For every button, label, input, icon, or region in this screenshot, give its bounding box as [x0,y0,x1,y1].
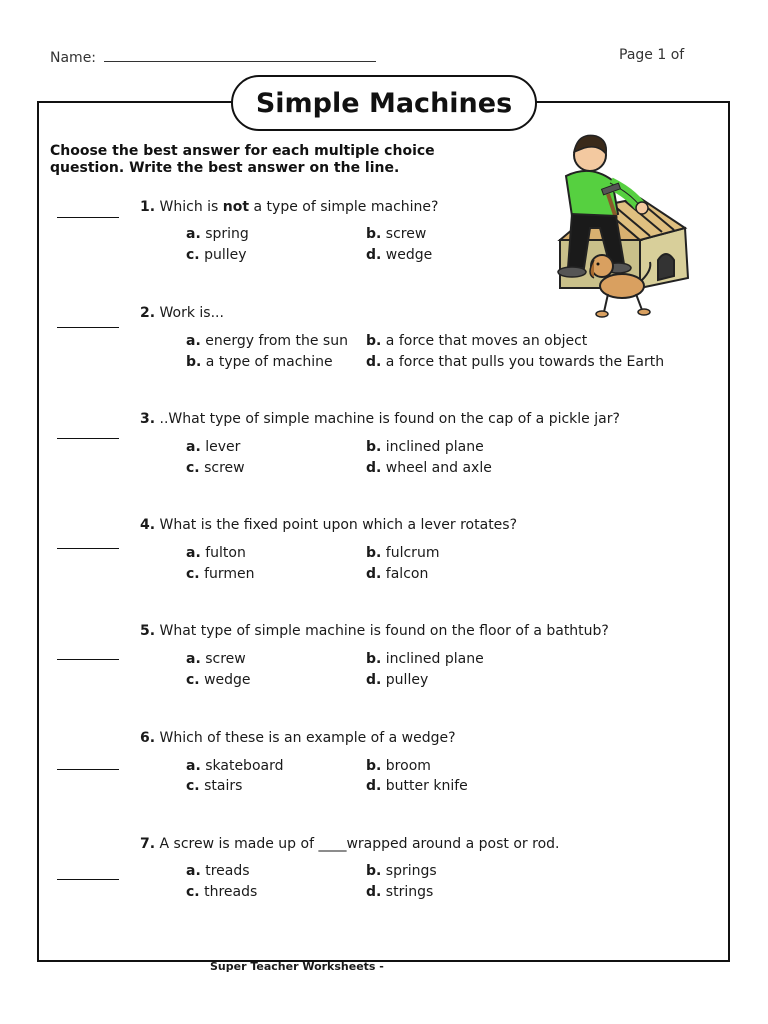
answer-line[interactable] [57,217,119,218]
choice-b[interactable] [366,226,426,242]
question-body: Which of these is an example of a wedge? [159,730,456,746]
choice-letter: d. [366,460,382,476]
choice-c[interactable] [186,566,255,582]
choice-d[interactable] [366,884,433,900]
choice-text: screw [204,460,245,476]
choice-letter: b. [366,226,382,242]
choice-text: screw [385,226,427,242]
choice-d[interactable] [366,460,492,476]
footer-credit: Super Teacher Worksheets - [210,960,384,973]
choice-text: springs [385,863,437,879]
choice-letter: b. [186,354,202,370]
choice-b[interactable] [366,758,431,774]
choice-letter: c. [186,460,200,476]
choice-letter: d. [366,672,382,688]
answer-line[interactable] [57,548,119,549]
choice-letter: b. [366,439,382,455]
answer-line[interactable] [57,438,119,439]
choice-text: strings [385,884,434,900]
question-number: 3. [140,411,156,427]
choice-letter: d. [366,247,382,263]
question-number: 1. [140,199,156,215]
choice-letter: a. [186,333,201,349]
choice-text: treads [205,863,250,879]
choice-b[interactable] [366,545,439,561]
name-blank-line[interactable] [104,47,376,62]
choice-text: fulcrum [385,545,440,561]
choice-text: inclined plane [385,651,484,667]
question-2 [0,305,768,395]
answer-line[interactable] [57,327,119,328]
question-7 [0,836,768,926]
question-emphasis: not [222,199,250,215]
question-body: What type of simple machine is found on the floor of a bathtub? [159,623,609,639]
choice-a[interactable] [186,545,246,561]
choice-text: lever [205,439,241,455]
choice-b[interactable] [366,863,437,879]
question-text [140,730,456,746]
choice-text: wedge [385,247,433,263]
choice-text: inclined plane [385,439,484,455]
choice-letter: a. [186,226,201,242]
choice-d[interactable] [366,566,428,582]
choice-c[interactable] [186,247,247,263]
answer-line[interactable] [57,879,119,880]
choice-text: screw [205,651,246,667]
question-5 [0,623,768,713]
choice-a[interactable] [186,651,246,667]
question-body: ..What type of simple machine is found on the cap of a pickle jar? [159,411,620,427]
choice-letter: c. [186,672,200,688]
choice-letter: b. [366,758,382,774]
choice-b[interactable] [366,651,484,667]
choice-text: a type of machine [205,354,333,370]
choice-letter: b. [366,863,382,879]
instructions-text: Choose the best answer for each multiple choice question. Write the best answer on the line. [50,143,435,176]
choice-letter: c. [186,247,200,263]
choice-text: fulton [205,545,246,561]
question-4 [0,517,768,607]
choice-text: pulley [385,672,429,688]
choice-c[interactable] [186,778,242,794]
choice-text: wheel and axle [385,460,492,476]
choice-d[interactable] [366,672,428,688]
question-body: Work is... [159,305,224,321]
question-number: 2. [140,305,156,321]
choice-d[interactable] [366,354,664,370]
question-text [140,517,517,533]
question-6 [0,730,768,820]
question-1 [0,199,768,289]
choice-text: pulley [204,247,247,263]
choice-text: falcon [385,566,429,582]
answer-line[interactable] [57,769,119,770]
choice-letter: a. [186,545,201,561]
choice-letter: b. [366,651,382,667]
choice-d[interactable] [366,778,468,794]
choice-letter: c. [186,884,200,900]
question-number: 5. [140,623,156,639]
question-text [140,623,609,639]
choice-text: wedge [204,672,251,688]
question-body: What is the fixed point upon which a lever rotates? [159,517,518,533]
choice-text: furmen [204,566,255,582]
question-number: 4. [140,517,156,533]
choice-d[interactable] [366,247,432,263]
choice-c[interactable] [186,460,245,476]
choice-letter: d. [366,354,382,370]
choice-text: energy from the sun [205,333,348,349]
choice-c[interactable] [186,884,257,900]
choice-text: broom [385,758,431,774]
question-suffix: a type of simple machine? [249,199,439,215]
choice-a[interactable] [186,439,240,455]
choice-b[interactable] [366,439,484,455]
worksheet-title: Simple Machines [231,75,537,131]
choice-letter: d. [366,566,382,582]
choice-text: a force that pulls you towards the Earth [385,354,665,370]
question-number: 7. [140,836,156,852]
page-number: Page 1 of [619,47,685,63]
choice-text: threads [204,884,258,900]
question-3 [0,411,768,501]
choice-letter: c. [186,778,200,794]
choice-letter: b. [366,545,382,561]
choice-a[interactable] [186,333,348,349]
choice-b[interactable] [366,333,587,349]
question-text [140,305,224,321]
question-text [140,411,620,427]
question-prefix: Which is [159,199,223,215]
choice-c[interactable] [186,672,251,688]
choice-letter: d. [366,778,382,794]
choice-letter: a. [186,439,201,455]
choice-letter: b. [366,333,382,349]
choice-letter: a. [186,651,201,667]
choice-a[interactable] [186,758,283,774]
choice-text: a force that moves an object [385,333,588,349]
name-label: Name: [50,50,97,66]
choice-letter: d. [366,884,382,900]
choice-letter: c. [186,566,200,582]
question-body: A screw is made up of ____wrapped around a post or rod. [159,836,560,852]
choice-text: butter knife [385,778,468,794]
name-field [50,47,376,66]
question-number: 6. [140,730,156,746]
answer-line[interactable] [57,659,119,660]
choice-a[interactable] [186,863,250,879]
choice-text: spring [205,226,249,242]
choice-c[interactable] [186,354,333,370]
choice-text: skateboard [205,758,284,774]
choice-letter: a. [186,758,201,774]
question-text [140,199,438,215]
choice-text: stairs [204,778,243,794]
choice-a[interactable] [186,226,249,242]
question-text [140,836,559,852]
choice-letter: a. [186,863,201,879]
